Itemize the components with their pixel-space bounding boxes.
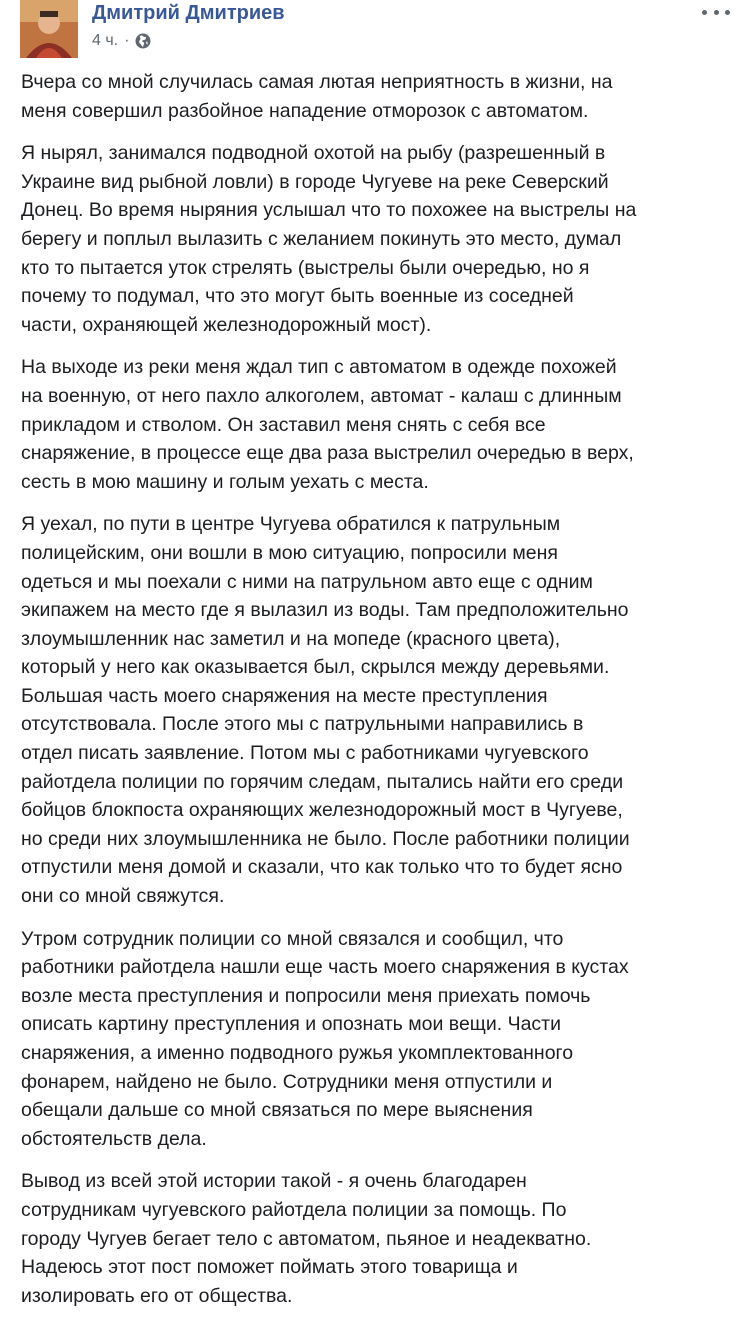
post-time[interactable]: 4 ч. xyxy=(92,32,119,49)
post-paragraph-4: Я уехал, по пути в центре Чугуева обратился к патрульным полицейским, они вошли в мою ситуацию, попросили меня одеться и мы поехали с ними на патрульном авто еще с одним экипажем на место где я вылазил из воды. Там предположительно злоумышленник нас заметил и на мопеде (красного цвета), который у него как оказывается был, скрылся между деревьями. Большая часть моего снаряжения на месте преступления отсутствовала. После этого мы с патрульными направились в отдел писать заявление. Потом мы с работниками чугуевского райотдела полиции по горячим следам, пытались найти его среди бойцов блокпоста охраняющих железнодорожный мост в Чугуеве, но среди них злоумышленника не было. После работники полиции отпустили меня домой и сказали, что как только что то будет ясно они со мной свяжутся. xyxy=(21,513,630,908)
more-dot xyxy=(702,10,707,15)
post-paragraph-1: Вчера со мной случилась самая лютая неприятность в жизни, на меня совершил разбойное нападение отморозок с автоматом. xyxy=(21,71,613,122)
post-paragraph-3: На выходе из реки меня ждал тип с автоматом в одежде похожей на военную, от него пахло алкоголем, автомат - калаш с длинным прикладом и стволом. Он заставил меня снять с себя все снаряжение, в процессе еще два раза выстрелил очередью в верх, сесть в мою машину и голым уехать с места. xyxy=(21,356,634,493)
post-header xyxy=(0,0,736,64)
post-paragraph-5: Утром сотрудник полиции со мной связался и сообщил, что работники райотдела нашли еще часть моего снаряжения в кустах возле места преступления и попросили меня приехать помочь описать картину преступления и опознать мои вещи. Части снаряжения, а именно подводного ружья укомплектованного фонарем, найдено не было. Сотрудники меня отпустили и обещали дальше со мной связаться по мере выяснения обстоятельств дела. xyxy=(21,927,629,1150)
more-options-icon[interactable] xyxy=(702,4,730,20)
post-text xyxy=(21,68,733,1324)
avatar[interactable] xyxy=(20,0,78,58)
globe-icon[interactable] xyxy=(135,33,151,49)
post-paragraph-6: Вывод из всей этой истории такой - я очень благодарен сотрудникам чугуевского райотдела полиции за помощь. По городу Чугуев бегает тело с автоматом, пьяное и неадекватно. Надеюсь этот пост поможет поймать этого товарища и изолировать его от общества. xyxy=(21,1170,592,1307)
post-meta xyxy=(92,31,151,51)
avatar-photo xyxy=(20,0,78,58)
more-dot xyxy=(714,10,719,15)
post-paragraph-2: Я нырял, занимался подводной охотой на рыбу (разрешенный в Украине вид рыбной ловли) в городе Чугуеве на реке Северский Донец. Во время ныряния услышал что то похожее на выстрелы на берегу и поплыл вылазить с желанием покинуть это место, думал кто то пытается уток стрелять (выстрелы были очередью, но я почему то подумал, что это могут быть военные из соседней части, охраняющей железнодорожный мост). xyxy=(21,142,637,336)
more-dot xyxy=(725,10,730,15)
meta-separator: · xyxy=(124,32,130,49)
author-name[interactable]: Дмитрий Дмитриев xyxy=(92,2,285,24)
